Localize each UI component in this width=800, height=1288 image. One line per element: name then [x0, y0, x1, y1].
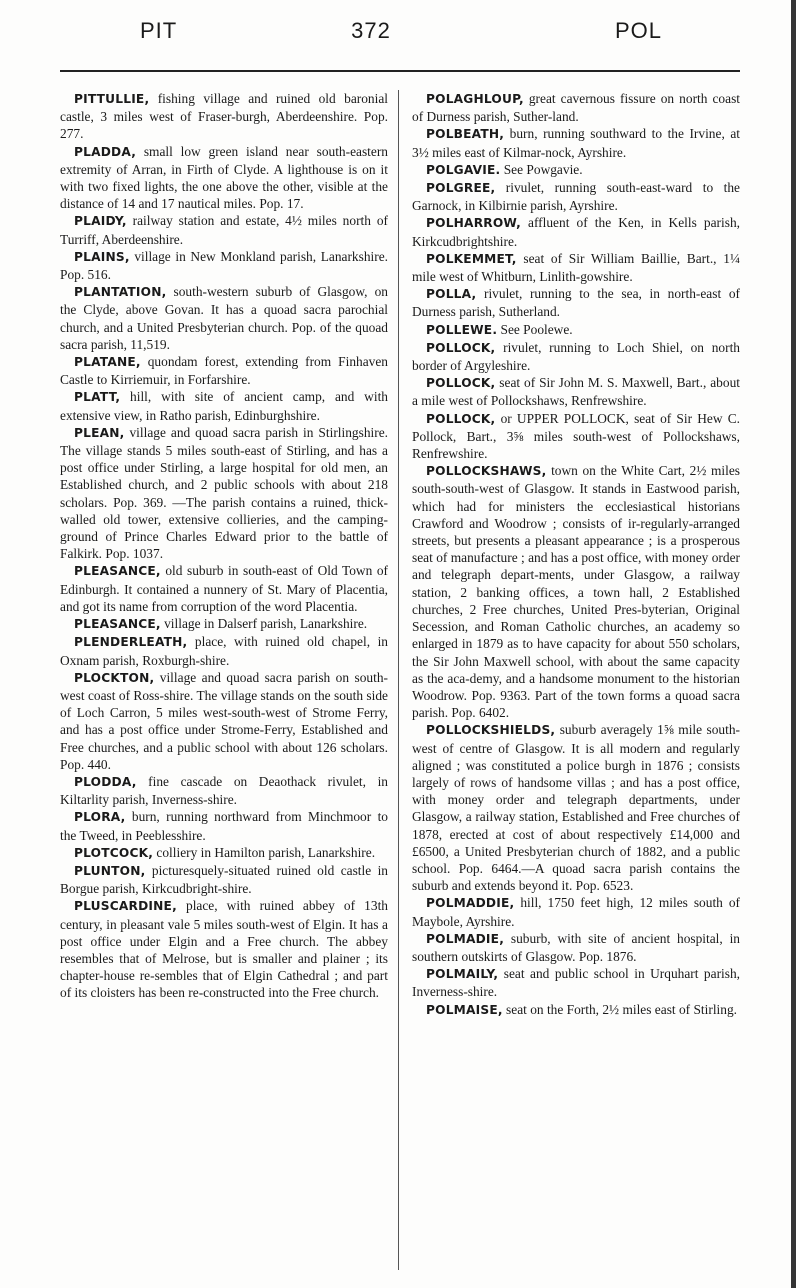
gazetteer-entry [412, 179, 740, 214]
gazetteer-entry [60, 633, 388, 668]
entry-headword: PLUSCARDINE, [74, 899, 177, 914]
entry-text: old suburb in south-east of Old Town of Edinburgh. It contained a nunnery of St. Mary of Placentia, and got its name from corruption of the word Placentia. [60, 563, 388, 614]
entry-text: place, with ruined old chapel, in Oxnam parish, Roxburgh-shire. [60, 634, 388, 668]
entry-headword: POLBEATH, [426, 127, 505, 142]
gazetteer-entry [412, 410, 740, 463]
entry-headword: PLEASANCE, [74, 617, 161, 632]
entry-text: seat on the Forth, 2½ miles east of Stirling. [502, 1001, 737, 1017]
entry-text: village and quoad sacra parish in Stirlingshire. The village stands 5 miles south-east of Stirling, and has a post office under Stirling, a large hospital for old men, an Established church, and 2 public schools with about 218 scholars. Pop. 369. —The parish contains a ruined, thick-walled old tower, extensive collieries, and the camping-ground of Prince Charles Edward prior to the battle of Falkirk. Pop. 1037. [60, 424, 388, 562]
entry-headword: POLHARROW, [426, 216, 521, 231]
entry-text: seat and public school in Urquhart parish, Inverness-shire. [412, 966, 740, 1000]
entry-text: quondam forest, extending from Finhaven Castle to Kirriemuir, in Forfarshire. [60, 354, 388, 388]
entry-text: suburb averagely 1⅝ mile south-west of centre of Glasgow. It is all modern and regularly aligned ; was constituted a police burgh in 1876 ; consists largely of rows of handsome villas ; and has a post office, with money order and telegraph departments, under Glasgow, a railway station, Established and Free churches of 1878, erected at cost of about respectively £14,000 and £6500, a United Presbyterian church of 1882, and a public school. Pop. 6464.—A quoad sacra parish contains the suburb and extends beyond it. Pop. 6523. [412, 722, 740, 894]
entry-headword: POLGREE, [426, 181, 496, 196]
entry-text: village in Dalserf parish, Lanarkshire. [160, 616, 368, 632]
entry-headword: POLLA, [426, 287, 477, 302]
gazetteer-entry [60, 283, 388, 353]
entry-text: town on the White Cart, 2½ miles south-south-west of Glasgow. It stands in Eastwood parish, which had for ministers the ecclesiastical historians Crawford and Woodrow ; consists of ir-regularly-arranged streets, but presents a pleasant appearance ; is a prosperous seat of manufacture ; and has a post office, with money order and telegraph depart-ments, under Glasgow, a railway station, 2 banking offices, a town hall, 2 Established churches, 2 Free churches, United Pres-byterian, Original Secession, and Roman Catholic churches, an academy so enlarged in 1879 as to have capacity for about 550 scholars, the Sir John Maxwell school, with about the same capacity as the aca-demy, and a handsome monument to the historian Woodrow. Pop. 9363. Part of the town forms a quoad sacra parish. Pop. 6402. [412, 463, 740, 721]
gazetteer-entry [412, 894, 740, 929]
gazetteer-entry [60, 562, 388, 615]
entry-headword: PLENDERLEATH, [74, 635, 188, 650]
entry-text: See Powgavie. [500, 161, 583, 177]
entry-headword: POLMAISE, [426, 1002, 503, 1017]
entry-text: affluent of the Ken, in Kells parish, Kirkcudbrightshire. [412, 215, 740, 249]
gazetteer-entry [412, 125, 740, 160]
right-column [412, 90, 740, 1019]
gazetteer-entry [412, 965, 740, 1000]
left-column [60, 90, 388, 1002]
entry-headword: PLAINS, [74, 249, 130, 264]
entry-text: seat of Sir William Baillie, Bart., 1¼ mile west of Whitburn, Linlith-gowshire. [412, 250, 740, 285]
entry-text: small low green island near south-eastern extremity of Arran, in Firth of Clyde. A lighthouse is on it with two fixed lights, the one above the other, visible at the distance of 14 and 17 nautical miles. Pop. 17. [60, 143, 388, 212]
gazetteer-entry [60, 897, 388, 1001]
header-right-guide-word: POL [614, 18, 662, 43]
entry-headword: PLORA, [74, 810, 126, 825]
gazetteer-entry [60, 90, 388, 143]
gazetteer-entry [60, 615, 388, 633]
gazetteer-entry [412, 930, 740, 965]
gazetteer-entry [412, 1001, 740, 1019]
header-left-guide-word: PIT [140, 18, 178, 43]
gazetteer-entry [412, 250, 740, 285]
entry-text: south-western suburb of Glasgow, on the Clyde, above Govan. It has a quoad sacra parochial church, and a United Presbyterian church. Pop. of the quoad sacra parish, 11,519. [60, 284, 388, 352]
page-edge-shadow [791, 0, 796, 1288]
entry-text: fine cascade on Deaothack rivulet, in Kiltarlity parish, Inverness-shire. [60, 773, 388, 808]
entry-text: See Poolewe. [497, 321, 573, 337]
header-rule [60, 70, 740, 72]
gazetteer-entry [60, 424, 388, 563]
entry-headword: POLMADIE, [426, 931, 505, 946]
gazetteer-entry [60, 669, 388, 773]
gazetteer-entry [60, 248, 388, 283]
entry-text: rivulet, running to the sea, in north-east of Durness parish, Sutherland. [412, 286, 740, 320]
entry-text: village and quoad sacra parish on south-west coast of Ross-shire. The village stands on the south side of Loch Carron, 5 miles west-south-west of Strome Ferry, and has a post office under Strome-Ferry, Established and Free churches, and a public school with about 126 scholars. Pop. 440. [60, 669, 388, 772]
entry-text: rivulet, running south-east-ward to the Garnock, in Kilbirnie parish, Ayrshire. [412, 180, 740, 214]
entry-headword: POLAGHLOUP, [426, 92, 524, 106]
entry-headword: POLLOCKSHAWS, [426, 464, 547, 479]
gazetteer-entry [412, 374, 740, 409]
gazetteer-entry [412, 462, 740, 721]
entry-text: place, with ruined abbey of 13th century, in pleasant vale 5 miles south-west of Elgin. It has a post office under Elgin and a Free church. The abbey resembles that of Melrose, but is smaller and plainer ; its chapter-house re-sembles that of Elgin Cathedral ; and part of its cloisters has been re-constructed into the Free church. [60, 898, 388, 1001]
gazetteer-entry [60, 212, 388, 247]
gazetteer-entry [60, 862, 388, 897]
entry-headword: PLATT, [74, 390, 121, 405]
gazetteer-entry [412, 339, 740, 374]
entry-text: or UPPER POLLOCK, seat of Sir Hew C. Pollock, Bart., 3⅝ miles south-west of Pollockshaws, Renfrewshire. [412, 410, 740, 462]
entry-headword: POLKEMMET, [426, 251, 517, 266]
gazetteer-entry [60, 143, 388, 213]
entry-headword: PLOCKTON, [74, 670, 155, 685]
entry-headword: POLLOCK, [426, 340, 496, 355]
entry-headword: POLMADDIE, [426, 896, 515, 911]
gazetteer-entry [412, 90, 740, 125]
running-header [62, 18, 738, 58]
gazetteer-entry [412, 214, 740, 249]
entry-headword: POLLOCK, [426, 376, 496, 391]
entry-text: colliery in Hamilton parish, Lanarkshire. [153, 844, 376, 860]
page-number: 372 [351, 18, 391, 43]
entry-headword: PITTULLIE, [74, 92, 150, 106]
gazetteer-entry [60, 388, 388, 423]
entry-text: seat of Sir John M. S. Maxwell, Bart., about a mile west of Pollockshaws, Renfrewshire. [412, 375, 740, 409]
entry-headword: PLADDA, [74, 144, 137, 159]
entry-headword: POLLOCK, [426, 411, 496, 426]
entry-headword: PLAIDY, [74, 214, 127, 229]
entry-headword: PLUNTON, [74, 863, 146, 878]
gazetteer-entry [60, 353, 388, 388]
entry-text: burn, running southward to the Irvine, at 3½ miles east of Kilmar-nock, Ayrshire. [412, 126, 740, 160]
entry-text: rivulet, running to Loch Shiel, on north border of Argyleshire. [412, 339, 740, 374]
entry-text: burn, running northward from Minchmoor to the Tweed, in Peeblesshire. [60, 809, 388, 843]
gazetteer-entry [412, 721, 740, 894]
entry-headword: PLEAN, [74, 425, 125, 440]
entry-headword: PLEASANCE, [74, 564, 161, 579]
entry-headword: PLOTCOCK, [74, 845, 154, 860]
entry-headword: PLODDA, [74, 774, 137, 789]
entry-text: hill, with site of ancient camp, and with extensive view, in Ratho parish, Edinburghshire. [60, 389, 388, 423]
gazetteer-entry [412, 285, 740, 320]
entry-headword: PLANTATION, [74, 285, 167, 300]
gazetteer-entry [60, 844, 388, 862]
entry-text: hill, 1750 feet high, 12 miles south of Maybole, Ayrshire. [412, 895, 740, 929]
entry-headword: PLATANE, [74, 355, 141, 370]
entry-text: railway station and estate, 4½ miles north of Turriff, Aberdeenshire. [60, 213, 388, 247]
gazetteer-entry [60, 808, 388, 843]
entry-text: village in New Monkland parish, Lanarkshire. Pop. 516. [60, 248, 388, 283]
entry-text: suburb, with site of ancient hospital, in southern outskirts of Glasgow. Pop. 1876. [412, 930, 740, 964]
entry-text: fishing village and ruined old baronial castle, 3 miles west of Fraser-burgh, Aberdeenshire. Pop. 277. [60, 91, 388, 142]
entry-headword: POLLEWE. [426, 322, 498, 337]
gazetteer-entry [412, 161, 740, 179]
gazetteer-entry [60, 773, 388, 808]
column-divider [398, 90, 399, 1270]
entry-text: picturesquely-situated ruined old castle in Borgue parish, Kirkcudbright-shire. [60, 862, 388, 897]
entry-headword: POLMAILY, [426, 967, 499, 982]
entry-headword: POLLOCKSHIELDS, [426, 723, 556, 738]
entry-text: great cavernous fissure on north coast of Durness parish, Suther-land. [412, 91, 740, 125]
gazetteer-entry [412, 321, 740, 339]
entry-headword: POLGAVIE. [426, 162, 501, 177]
